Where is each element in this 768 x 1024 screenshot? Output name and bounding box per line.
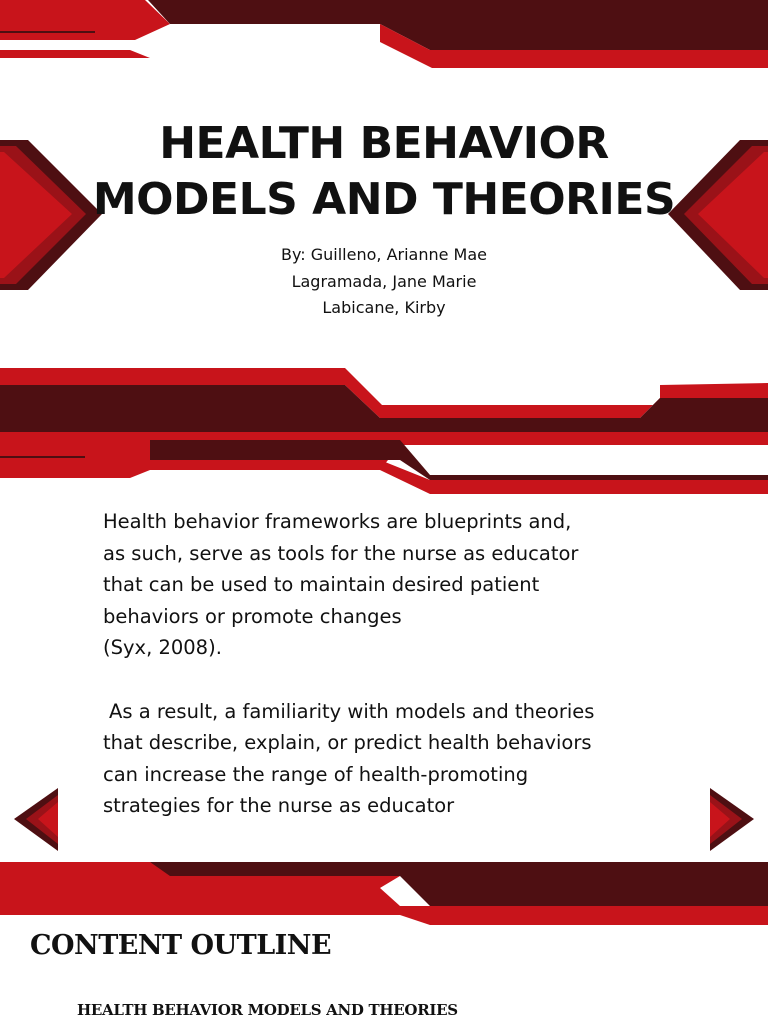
paragraph-line: behaviors or promote changes [103, 604, 402, 628]
author-line: By: Guilleno, Arianne Mae [280, 245, 487, 264]
paragraph-line: As a result, a familiarity with models and theories [109, 699, 595, 723]
content-outline-heading: CONTENT OUTLINE [30, 930, 332, 961]
middle-banner [0, 368, 768, 494]
top-banner-thin-line [0, 31, 95, 33]
title-line-1: HEALTH BEHAVIOR [159, 118, 609, 169]
middle-banner-dark-bottom [150, 440, 768, 480]
paragraph-1 [103, 506, 648, 664]
bottom-banner [0, 862, 768, 925]
top-banner [0, 0, 768, 68]
body-text [103, 506, 648, 822]
paragraph-line: can increase the range of health-promoting [103, 762, 529, 786]
right-chevron-bottom [710, 788, 754, 851]
paragraph-line: Health behavior frameworks are blueprints and, [103, 510, 572, 533]
title-line-2: MODELS AND THEORIES [92, 174, 676, 225]
top-banner-red-strip [0, 50, 150, 58]
paragraph-line: (Syx, 2008). [103, 636, 222, 660]
paragraph-line: strategies for the nurse as educator [103, 794, 455, 818]
left-chevron-bottom [14, 788, 58, 851]
middle-banner-thin-line-left [0, 456, 85, 458]
paragraph-gap [103, 664, 648, 696]
paragraph-line: as such, serve as tools for the nurse as educator [103, 541, 579, 565]
paragraph-2 [103, 696, 648, 822]
author-line: Labicane, Kirby [322, 298, 446, 317]
page-title [0, 116, 768, 228]
paragraph-line: that can be used to maintain desired patient [103, 573, 540, 597]
top-banner-dark-band [148, 0, 768, 50]
middle-banner-thin-line-right [688, 405, 768, 407]
authors [0, 242, 768, 322]
paragraph-line: that describe, explain, or predict health behaviors [103, 731, 592, 755]
author-line: Lagramada, Jane Marie [291, 271, 477, 291]
outline-item: HEALTH BEHAVIOR MODELS AND THEORIES [77, 1001, 458, 1019]
top-banner-red-left [0, 0, 170, 40]
